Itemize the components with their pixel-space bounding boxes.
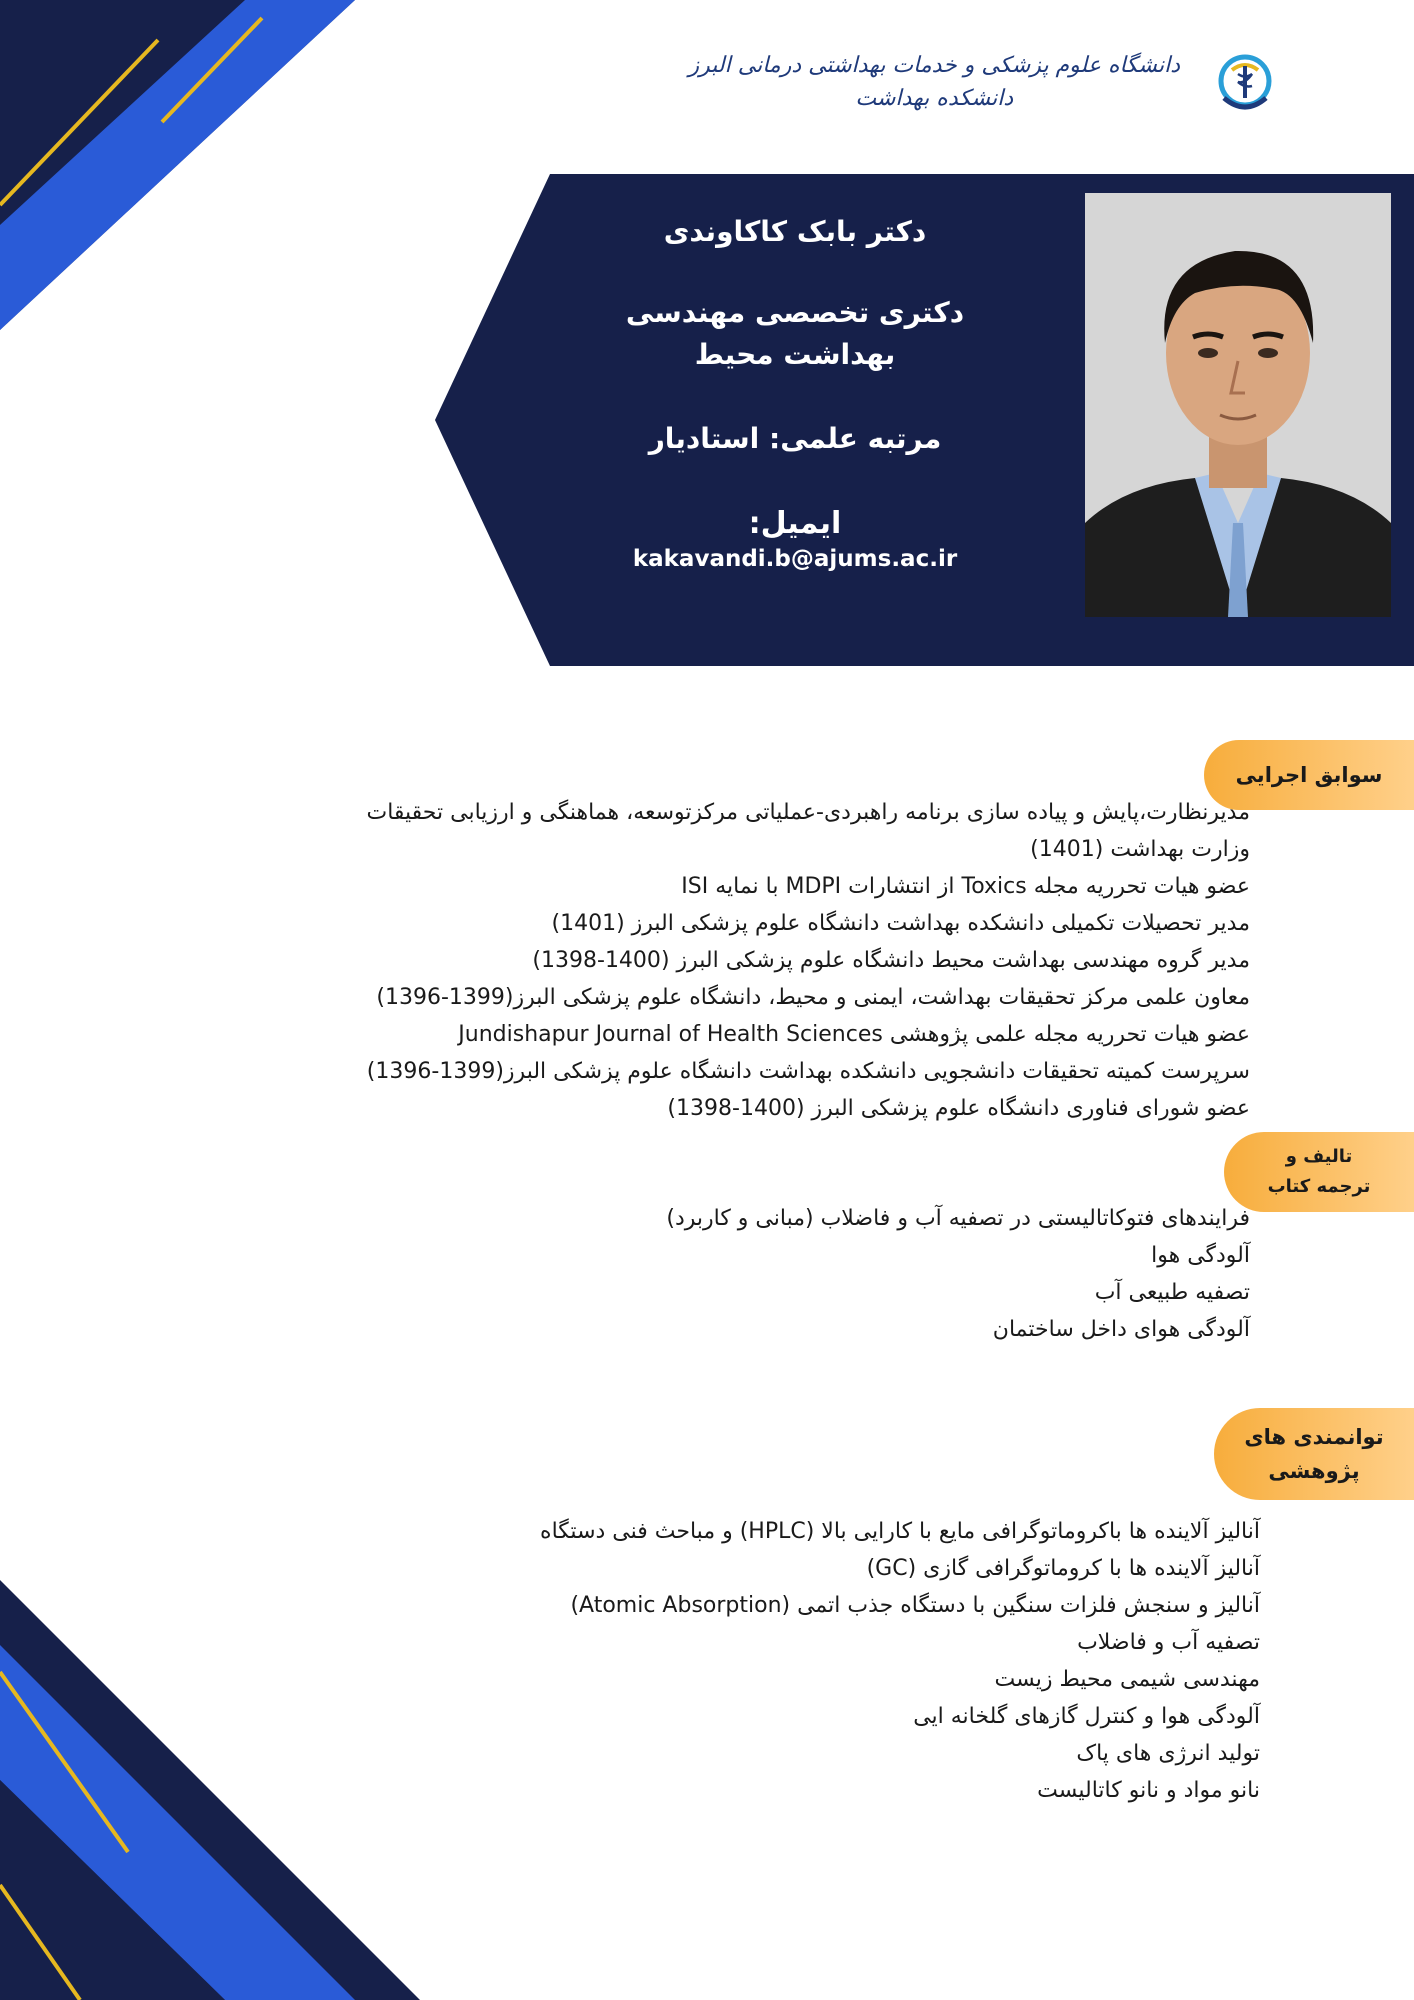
list-item: وزارت بهداشت (1401) <box>1030 837 1250 862</box>
list-item: نانو مواد و نانو کاتالیست <box>1037 1778 1260 1803</box>
list-item: مدیر گروه مهندسی بهداشت محیط دانشگاه علوم پزشکی البرز (1400-1398) <box>532 948 1250 973</box>
list-item: عضو شورای فناوری دانشگاه علوم پزشکی البرز (1400-1398) <box>667 1096 1250 1121</box>
list-item: فرایندهای فتوکاتالیستی در تصفیه آب و فاضلاب (مبانی و کاربرد) <box>666 1206 1250 1231</box>
section-title-books-line1: تالیف و <box>1285 1146 1353 1167</box>
profile-rank: مرتبه علمی: استادیار <box>648 422 942 455</box>
university-emblem-icon <box>1210 48 1280 118</box>
section-title-research-line1: توانمندی های <box>1244 1425 1384 1449</box>
list-item: تولید انرژی های پاک <box>1076 1741 1260 1766</box>
section-title-books-line2: ترجمه کتاب <box>1267 1176 1371 1197</box>
list-item: آلودگی هوا <box>1151 1243 1250 1268</box>
university-logo <box>688 40 1280 150</box>
logo-faculty-name: دانشکده بهداشت <box>855 86 1014 111</box>
list-item: مدیر تحصیلات تکمیلی دانشکده بهداشت دانشگاه علوم پزشکی البرز (1401) <box>551 911 1250 936</box>
research-list <box>280 1513 1260 1809</box>
logo-university-name: دانشگاه علوم پزشکی و خدمات بهداشتی درمانی البرز <box>688 53 1180 78</box>
list-item: آنالیز و سنجش فلزات سنگین با دستگاه جذب اتمی (Atomic Absorption) <box>570 1593 1260 1618</box>
list-item: سرپرست کمیته تحقیقات دانشجویی دانشکده بهداشت دانشگاه علوم پزشکی البرز(1399-1396) <box>366 1059 1250 1084</box>
person-portrait-icon <box>1085 193 1391 617</box>
list-item: آلودگی هوای داخل ساختمان <box>992 1317 1250 1342</box>
executive-list <box>190 794 1250 1127</box>
list-item: تصفیه طبیعی آب <box>1094 1280 1250 1305</box>
list-item: آنالیز آلاینده ها باکروماتوگرافی مایع با کارایی بالا (HPLC) و مباحث فنی دستگاه <box>540 1519 1260 1544</box>
email-link[interactable]: kakavandi.b@ajums.ac.ir <box>632 546 958 572</box>
section-title-research <box>1214 1408 1414 1500</box>
section-title-books <box>1224 1132 1414 1212</box>
profile-degree-line1: دکتری تخصصی مهندسی <box>625 296 965 329</box>
list-item: عضو هیات تحرریه مجله علمی پژوهشی Jundishapur Journal of Health Sciences <box>458 1022 1250 1047</box>
list-item: مهندسی شیمی محیط زیست <box>994 1667 1260 1692</box>
profile-degree <box>575 292 1015 376</box>
section-title-executive: سوابق اجرایی <box>1204 740 1414 810</box>
profile-degree-line2: بهداشت محیط <box>694 338 896 371</box>
section-title-research-line2: پژوهشی <box>1268 1459 1360 1483</box>
logo-text <box>689 50 1180 116</box>
profile-info <box>575 194 1015 574</box>
list-item: معاون علمی مرکز تحقیقات بهداشت، ایمنی و محیط، دانشگاه علوم پزشکی البرز(1399-1396) <box>376 985 1250 1010</box>
email-label: ایمیل: <box>748 506 842 541</box>
profile-name: دکتر بابک کاکاوندی <box>663 215 927 248</box>
books-list <box>490 1200 1250 1348</box>
list-item: آنالیز آلاینده ها با کروماتوگرافی گازی (GC) <box>866 1556 1260 1581</box>
list-item: مدیرنظارت،پایش و پیاده سازی برنامه راهبردی-عملیاتی مرکزتوسعه، هماهنگی و ارزیابی تحقیقات <box>366 800 1250 825</box>
list-item: تصفیه آب و فاضلاب <box>1077 1630 1260 1655</box>
list-item: عضو هیات تحرریه مجله Toxics از انتشارات MDPI با نمایه ISI <box>681 874 1250 899</box>
profile-photo <box>1085 193 1391 617</box>
list-item: آلودگی هوا و کنترل گازهای گلخانه ایی <box>913 1704 1260 1729</box>
